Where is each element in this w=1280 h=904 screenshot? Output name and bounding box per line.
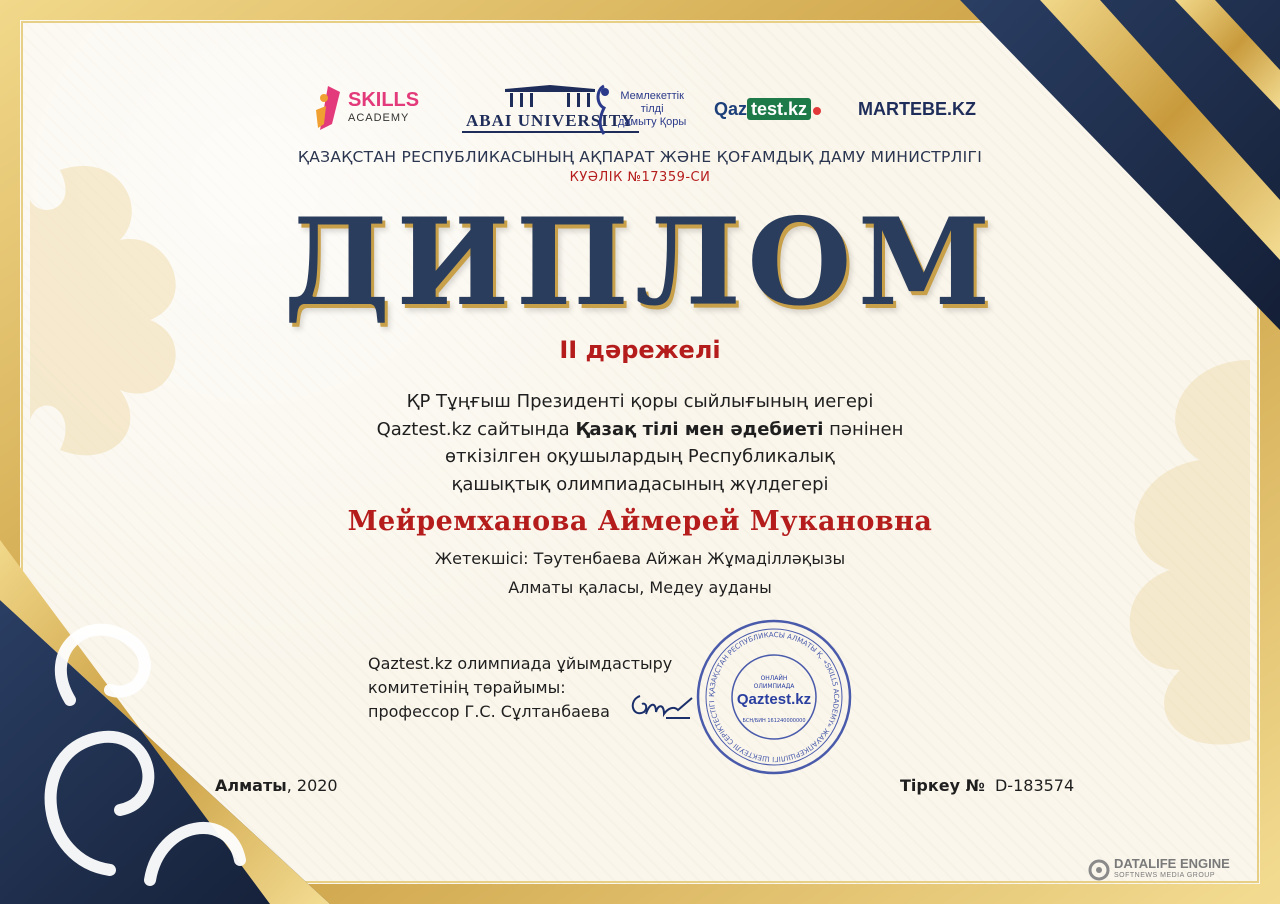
award-description [0,388,1280,498]
skills-logo-text: SKILLS [348,89,420,111]
qaztest-logo-b: test.kz [747,98,811,120]
registration-number [900,776,1074,795]
award-line-2-post: пәнінен [823,418,904,440]
committee-line-1: Qaztest.kz олимпиада ұйымдастыру [368,654,673,673]
signature-icon [626,688,698,728]
language-fund-logo [592,78,686,140]
award-line-3: өткізілген оқушылардың Республикалық [445,446,835,467]
skills-academy-icon [314,84,344,134]
datalife-watermark [1088,858,1230,882]
qaztest-logo-a: Qaz [714,98,748,119]
registration-label: Тіркеу № [900,776,985,795]
supervisor-line: Жетекшісі: Тәутенбаева Айжан Жұмаділләқызы [434,549,846,568]
qaztest-logo [714,78,821,140]
recipient-name: Мейремханова Аймерей Мукановна [347,506,933,537]
official-stamp [695,618,853,776]
committee-line-2: комитетінің төрайымы: [368,678,566,697]
abai-logo-text: ABAI UNIVERSITY [462,111,639,133]
committee-line-3: профессор Г.С. Сұлтанбаева [368,702,610,721]
watermark-sub: SOFTNEWS MEDIA GROUP [1114,872,1216,879]
issue-year: , 2020 [286,776,338,795]
partner-logos [300,78,980,140]
fund-line-1: Мемлекеттік [620,89,684,102]
degree-label: II дәрежелі [559,336,721,364]
diploma-title: ДИПЛОМ [283,192,997,333]
location-line: Алматы қаласы, Медеу ауданы [508,578,772,597]
issue-place-date [215,776,338,795]
award-line-4: қашықтық олимпиадасының жүлдегері [451,473,829,495]
award-line-1: ҚР Тұңғыш Президенті қоры сыйлығының иегері [406,391,874,412]
stamp-small-1: ОНЛАЙН [760,675,788,682]
subject-name: Қазақ тілі мен әдебиеті [575,418,824,440]
ministry-title: ҚАЗАҚСТАН РЕСПУБЛИКАСЫНЫҢ АҚПАРАТ ЖӘНЕ ҚОҒАМДЫҚ ДАМУ МИНИСТРЛІГІ [297,148,983,166]
datalife-icon [1088,859,1110,881]
skills-academy-logo [314,78,419,140]
registration-value: D-183574 [994,776,1075,795]
fund-line-3: дамыту Қоры [618,115,687,128]
stamp-small-2: ОЛИМПИАДА [753,683,795,690]
stamp-bin: БСН/БИН 161240000000 [742,718,806,724]
skills-logo-subtext: ACADEMY [348,112,410,124]
abai-building-icon [495,85,605,107]
language-fund-icon [592,82,614,136]
watermark-brand: DATALIFE ENGINE [1114,856,1230,871]
award-line-2-pre: Qaztest.kz сайтында [376,418,576,440]
award-line-2 [0,416,1280,444]
martebe-logo [858,78,976,140]
stamp-brand: Qaztest.kz [736,691,812,708]
fund-line-2: тілді [640,102,664,115]
qaztest-dot-icon [813,107,821,115]
stamp-ring-text: ҚАЗАҚСТАН РЕСПУБЛИКАСЫ АЛМАТЫ Қ. «SKILLS ACADEMY» ЖАУАПКЕРШІЛІГІ ШЕКТЕУЛІ СЕРІКТЕСТІГІ [707,630,841,764]
license-number: КУӘЛІК №17359-СИ [569,170,711,185]
martebe-logo-text: MARTEBE.KZ [858,98,976,119]
issue-city: Алматы [215,776,287,795]
